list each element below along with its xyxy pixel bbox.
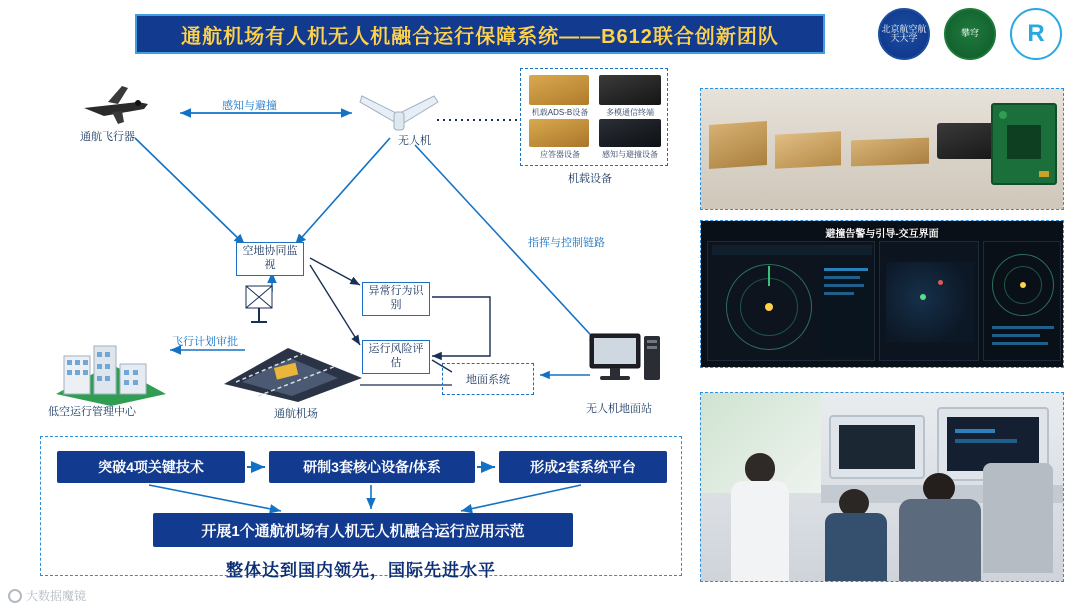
airborne-equipment-label: 机载设备	[568, 173, 612, 185]
logo-2-text: 攀穹	[960, 28, 979, 39]
logo-1-text: 北京航空航天大学	[881, 23, 927, 43]
conclusion-text-wrap	[40, 556, 682, 581]
outcome-step-1-label: 突破4项关键技术	[98, 459, 204, 475]
node-air-ground-surveillance-label: 空地协同监视	[242, 245, 298, 271]
ga-aircraft-icon	[78, 82, 154, 126]
node-ground-system-label: 地面系统	[466, 374, 510, 386]
beihang-university-logo	[878, 8, 930, 60]
edge-label-flight-plan-approval: 飞行计划审批	[172, 336, 238, 348]
page-title: 通航机场有人机无人机融合运行保障系统——B612联合创新团队	[181, 25, 779, 48]
r-brand-logo	[1010, 8, 1062, 60]
watermark-circle-icon	[8, 589, 22, 603]
ads-b-device-image	[529, 75, 589, 105]
outcome-step-2-label: 研制3套核心设备/体系	[303, 459, 441, 475]
multi-mode-terminal-caption: 多模通信终端	[606, 108, 654, 117]
uav-label: 无人机	[398, 135, 431, 147]
conclusion-text: 整体达到国内领先，国际先进水平	[226, 561, 496, 580]
transponder-image	[529, 119, 589, 147]
outcome-demo-label: 开展1个通航机场有人机无人机融合运行应用示范	[201, 522, 525, 540]
node-ground-system	[442, 363, 534, 395]
ga-aircraft-label: 通航飞行器	[80, 131, 135, 143]
outcomes-panel	[40, 436, 682, 576]
watermark	[8, 587, 86, 604]
photo-operators	[700, 392, 1064, 582]
university-seal-logo	[944, 8, 996, 60]
multi-mode-terminal-image	[599, 75, 661, 105]
page-title-bar	[135, 14, 825, 54]
low-altitude-center-icon	[46, 342, 176, 408]
system-architecture-diagram	[0, 60, 700, 430]
low-altitude-center-label: 低空运行管理中心	[48, 406, 136, 418]
ga-airport-label: 通航机场	[274, 408, 318, 420]
logo-group	[878, 8, 1062, 60]
node-air-ground-surveillance	[236, 242, 304, 276]
radar-dish-icon	[242, 282, 286, 324]
node-abnormal-behavior	[362, 282, 430, 316]
uav-icon	[358, 88, 444, 134]
sense-avoid-device-caption: 感知与避撞设备	[602, 150, 658, 159]
outcome-demo	[153, 513, 573, 547]
node-abnormal-behavior-label: 异常行为识别	[368, 285, 424, 311]
node-risk-assessment-label: 运行风险评估	[368, 343, 424, 369]
edge-label-sense-avoid: 感知与避撞	[222, 100, 277, 112]
ga-airport-icon	[218, 338, 368, 404]
sense-avoid-device-image	[599, 119, 661, 147]
node-risk-assessment	[362, 340, 430, 374]
photo-interface-caption: 避撞告警与引导-交互界面	[825, 229, 939, 240]
outcome-step-3-label: 形成2套系统平台	[530, 459, 636, 475]
photo-hardware	[700, 88, 1064, 210]
uav-ground-station-icon	[588, 330, 662, 396]
transponder-caption: 应答器设备	[540, 150, 580, 159]
photo-interface	[700, 220, 1064, 368]
airborne-equipment-panel	[520, 68, 668, 166]
ads-b-caption: 机载ADS-B设备	[531, 108, 589, 117]
watermark-text: 大数据魔镜	[26, 589, 87, 603]
edge-label-command-link: 指挥与控制链路	[528, 237, 605, 249]
logo-3-text: R	[1027, 20, 1045, 48]
uav-ground-station-label: 无人机地面站	[586, 403, 652, 415]
